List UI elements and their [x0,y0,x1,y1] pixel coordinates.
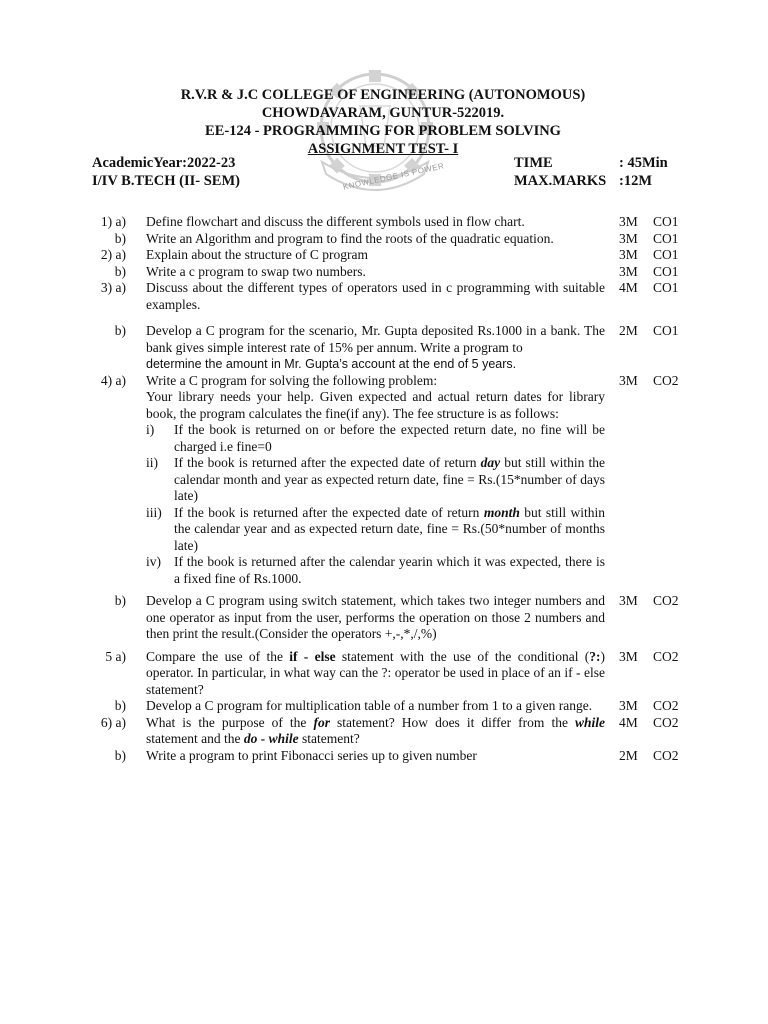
college-name: R.V.R & J.C COLLEGE OF ENGINEERING (AUTONOMOUS) [180,87,586,103]
academic-year: AcademicYear:2022-23 [92,155,236,171]
sub-item-iii [146,505,605,555]
question-5a [0,649,768,699]
question-number: 5 a) [105,648,126,664]
question-co: CO2 [653,714,679,730]
question-text: Define flowchart and discuss the different symbols used in flow chart. [146,214,525,229]
meta-right [514,154,668,190]
test-title: ASSIGNMENT TEST- I [307,141,459,157]
question-co: CO1 [653,263,679,279]
meta-left [92,154,240,190]
question-number: 6) a) [100,714,126,730]
question-3b [0,323,768,373]
sub-item-text: If the book is returned after the calendar yearin which it was expected, there is a fixed fine of Rs.1000. [174,554,605,586]
time-label: TIME [514,155,553,171]
question-marks: 2M [619,323,638,338]
question-text: Develop a C program for multiplication table of a number from 1 to a given range. [146,698,593,713]
question-intro: Your library needs your help. Given expected and actual return dates for library book, the program calculates the fine(if any). The fee structure is as follows: [146,389,605,421]
question-number: b) [114,698,126,713]
seal-motto: KNOWLEDGE IS POWER [342,161,446,192]
question-co: CO2 [653,372,679,388]
question-marks: 3M [619,698,638,713]
question-text-part: Write a C program for solving the following problem: [146,372,438,388]
question-number: b) [114,323,126,338]
question-text [146,373,605,588]
question-3a [0,280,768,313]
question-number: 2) a) [100,247,126,262]
question-4b [0,593,768,643]
question-co: CO1 [653,247,679,262]
time-value: : 45Min [619,155,668,171]
question-text: Explain about the structure of C program [146,247,368,262]
question-marks: 3M [619,230,638,246]
question-co: CO2 [653,593,679,608]
max-marks-value: :12M [619,173,653,189]
question-text: Compare the use of the if - else statement with the use of the conditional (?:) operator. In particular, in what way can the ?: operator be used in place of an if - else statement? [146,648,605,697]
question-number: 4) a) [100,372,126,388]
question-6a [0,715,768,748]
sub-item-number: iv) [146,554,161,569]
question-1a [0,214,768,231]
question-4a [0,373,768,588]
question-marks: 2M [619,747,638,763]
question-co: CO1 [653,280,679,295]
question-number: b) [114,747,126,763]
question-marks: 3M [619,263,638,279]
question-co: CO2 [653,648,679,664]
question-marks: 3M [619,214,638,229]
question-number: b) [114,263,126,279]
question-co: CO2 [653,698,679,713]
sub-item-text: If the book is returned on or before the expected return date, no fine will be charged i.e fine=0 [174,422,605,454]
sub-item-number: ii) [146,455,158,470]
sub-item-iv [146,554,605,587]
question-number: 1) a) [100,214,126,229]
sub-item-text: If the book is returned after the expected date of return day but still within the calendar month and year as expected return date, fine = Rs.(15*number of days late) [174,455,605,503]
question-text-part: Develop a C program for the scenario, Mr. Gupta deposited Rs.1000 in a bank. The bank gives simple interest rate of 15% per annum. Write a program to [146,323,605,355]
question-6b [0,748,768,765]
questions-list [0,214,768,764]
question-5b [0,698,768,715]
question-marks: 4M [619,714,638,730]
sub-item-ii [146,455,605,505]
course-title: EE-124 - PROGRAMMING FOR PROBLEM SOLVING [205,123,561,139]
question-text: What is the purpose of the for statement? How does it differ from the while statement and the do - while statement? [146,714,606,746]
question-co: CO1 [653,214,679,229]
question-marks: 3M [619,648,638,664]
question-marks: 3M [619,247,638,262]
question-co: CO2 [653,747,679,763]
question-number: b) [114,593,126,608]
question-number: b) [114,230,126,246]
question-2b [0,264,768,281]
question-number: 3) a) [100,280,126,295]
question-co: CO1 [653,230,679,246]
question-2a [0,247,768,264]
sub-item-number: i) [146,422,155,437]
question-marks: 3M [619,593,638,608]
question-text: Write a c program to swap two numbers. [146,263,366,279]
question-text: Develop a C program using switch statement, which takes two integer numbers and one operator as input from the user, performs the operation on those 2 numbers and then print the result.(Consider the operators +,-,*,/,%) [146,593,605,641]
sub-item-number: iii) [146,504,162,520]
question-1b [0,231,768,248]
max-marks-label: MAX.MARKS [514,173,607,189]
question-text: Discuss about the different types of operators used in c programming with suitable examples. [146,280,605,312]
question-co: CO1 [653,323,679,338]
sub-item-text: If the book is returned after the expected date of return month but still within the calendar year and as expected return date, fine = Rs.(50*number of months late) [174,504,606,553]
sub-item-i [146,422,605,455]
question-text: Write an Algorithm and program to find the roots of the quadratic equation. [146,230,554,246]
question-text-part: determine the amount in Mr. Gupta’s account at the end of 5 years. [146,357,517,371]
question-text [146,323,605,373]
question-marks: 3M [619,372,638,388]
question-text: Write a program to print Fibonacci series up to given number [146,747,477,763]
question-marks: 4M [619,280,638,295]
college-address: CHOWDAVARAM, GUNTUR-522019. [261,105,505,121]
class-info: I/IV B.TECH (II- SEM) [92,173,240,189]
paper-header [92,86,674,158]
